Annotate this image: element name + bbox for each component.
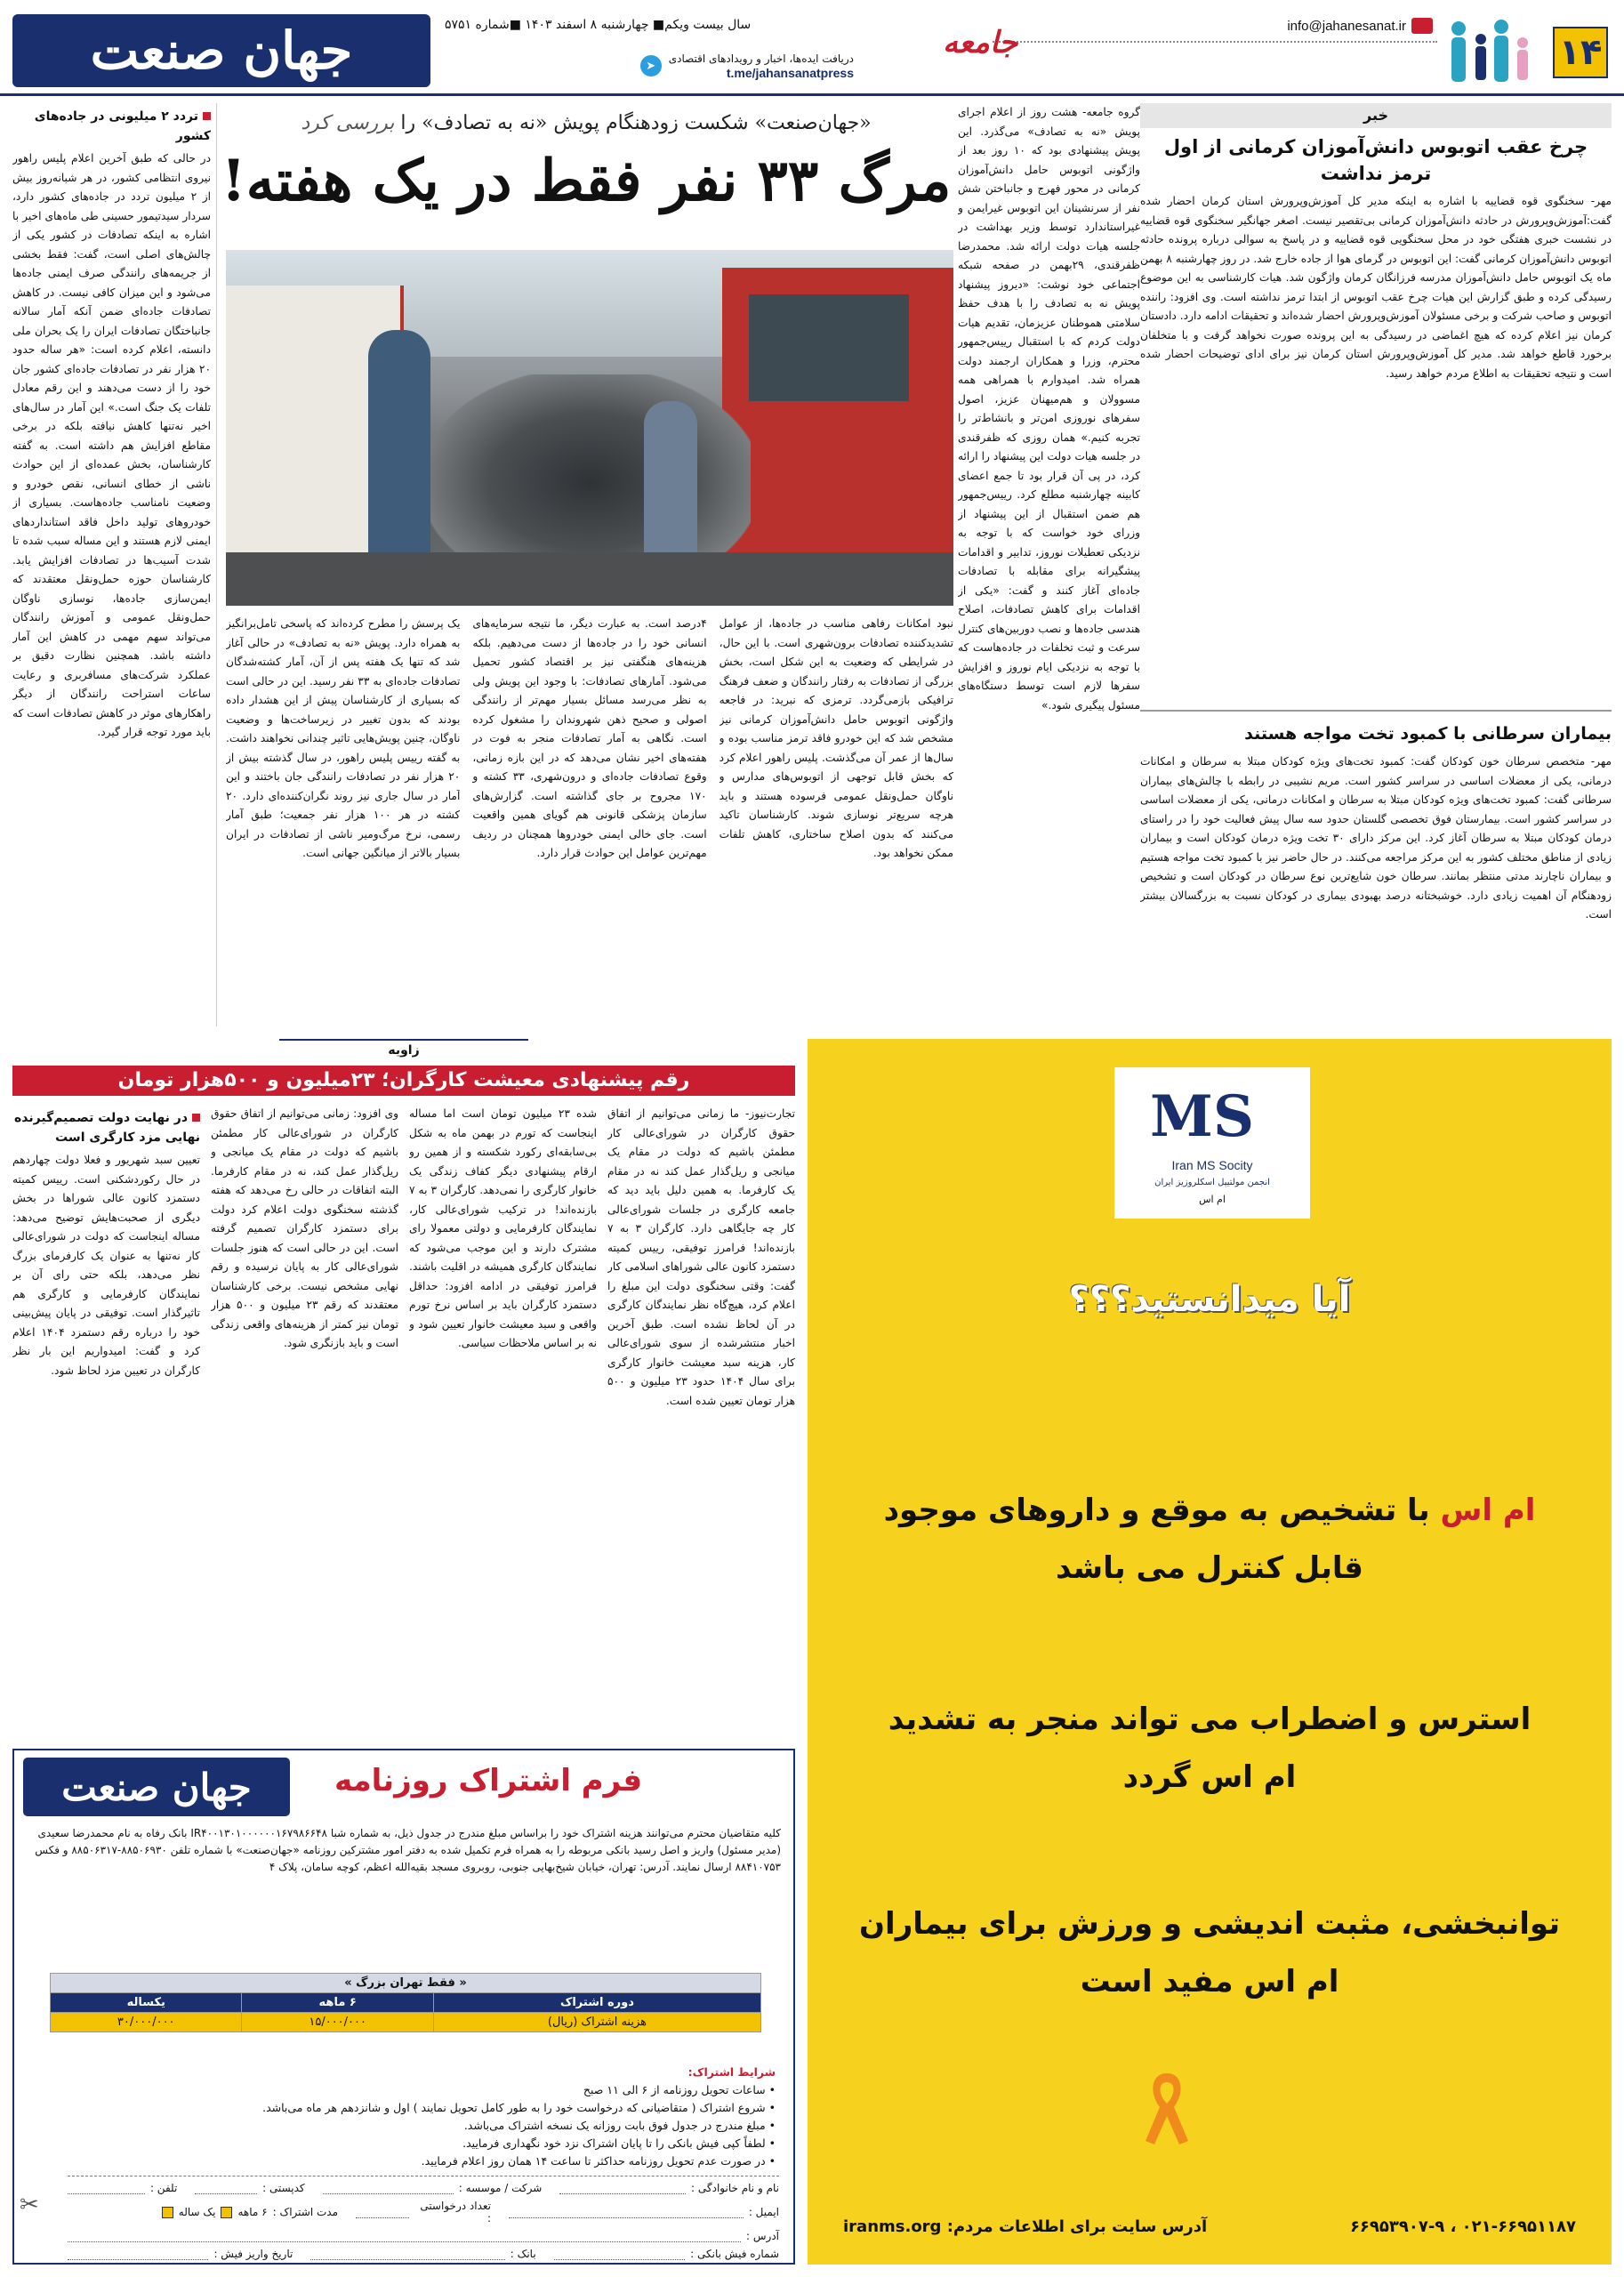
receipt-field[interactable] xyxy=(554,2248,685,2260)
email-text[interactable]: info@jahanesanat.ir xyxy=(1287,18,1406,34)
awareness-ribbon-icon xyxy=(1140,2066,1194,2146)
conditions-title: شرایط اشتراک: xyxy=(687,2065,776,2079)
zavieh-columns xyxy=(12,1105,795,1727)
road-shape xyxy=(226,552,953,606)
bank-field[interactable] xyxy=(310,2248,504,2260)
form-logo: جهان صنعت xyxy=(23,1758,290,1816)
article-column: یک پرسش را مطرح کرده‌اند که پاسخی تامل‌برانگیز به همراه دارد. پویش «نه به تصادف» در حالی آغاز شد که تنها یک هفته پس از آن، آمار کشته‌شدگان تصادفات جاده‌ای به ۳۳ نفر رسید. این در حالی است که بسیاری از کارشناسان پیش از این هشدار داده بودند که بدون تغییر در زیرساخت‌ها و وضعیت ناوگان، چنین پویش‌هایی تاثیر چندانی نخواهند داشت. به گفته رییس پلیس راهور، در سال گذشته بیش از ۲۰ هزار نفر در تصادفات رانندگی جان باختند و این آمار در سال جاری نیز روند نگران‌کننده‌ای دارد. ۲۰ کشته در هر ۱۰۰ هزار نفر جمعیت؛ طبق آمار رسمی، نرخ مرگ‌ومیر ناشی از تصادفات در ایران بسیار بالاتر از میانگین جهانی است. xyxy=(226,617,461,859)
yearly-checkbox[interactable] xyxy=(162,2207,173,2218)
subscription-form xyxy=(12,1749,795,2265)
ad-line-text: با تشخیص به موقع و داروهای موجود xyxy=(883,1493,1430,1528)
field-label: نام و نام خانوادگی : xyxy=(691,2182,779,2194)
telegram-subscribe[interactable] xyxy=(445,52,854,80)
field-label: تعداد درخواستی : xyxy=(420,2200,491,2225)
ad-line: ام اس گردد xyxy=(1122,1759,1297,1795)
ad-line: قابل کنترل می باشد xyxy=(1056,1550,1363,1586)
table-caption: « فقط تهران بزرگ » xyxy=(51,1974,761,1993)
zavieh-subheading xyxy=(12,1108,200,1147)
officer-figure xyxy=(644,401,697,570)
table-price: ۱۵/۰۰۰/۰۰۰ xyxy=(242,2013,433,2032)
subscribe-block xyxy=(669,52,854,80)
table-price: ۳۰/۰۰۰/۰۰۰ xyxy=(51,2013,242,2032)
ad-line xyxy=(808,1493,1612,1528)
ms-logo-mark: MS xyxy=(1150,1083,1255,1150)
article-lead: گروه جامعه- هشت روز از اعلام اجرای پویش «نه به تصادف» می‌گذرد. این پویش پیشنهادی بود که ۱۰ روز بعد از واژگونی اتوبوس حامل دانش‌آموزان کرمانی در محور فهرج و جانباختن شش نفر از سرنشینان این اتوبوس غیرایمن و غیراستاندارد توسط وزیر بهداشت در جلسه هیات دولت ارائه شد. محمدرضا ظفرقندی، ۲۹بهمن در صفحه شبکه اجتماعی خود نوشت: «دیروز پیشنهاد پویش نه به تصادف را با هدف حفظ سلامتی هموطنان عزیزمان، تقدیم هیات دولت کردم که با استقبال رییس‌جمهور محترم، وزرا و همکاران ارجمند دولت همراه شد. امیدوارم با همراهی همه مسوولان و هم‌میهنان عزیز، اصول سفرهای نوروزی امن‌تر و بانشاط‌تر را تجربه کنیم.» همان روزی که ظفرقندی در جلسه هیات دولت این پیشنهاد را ارائه کرد، در پی آن قرار بود تا جمع اعضای کابینه چهارشنبه مطلع کرد. رییس‌جمهور هم ضمن استقبال از این پیشنهاد از وزرای خود خواست که با توجه به نزدیکی تعطیلات نوروز، تدابیر و اقدامات پیشگیرانه برای مقابله با تصادفات جاده‌ای آغاز کنند و گفت: «یکی از اقدامات برای کاهش تصادفات، اصلاح هندسی جاده‌ها و نصب دوربین‌های کنترل سرعت و ثبت تخلفات در جاده‌هاست که با توجه به نزدیکی ایام نوروز و افزایش سفرها لازم است توسط دستگاه‌های مسئول پیگیری شود.» xyxy=(958,106,1140,712)
fire-truck-shape xyxy=(722,268,953,570)
ms-logo-persian: انجمن مولتیپل اسکلروزیز ایران xyxy=(1154,1178,1270,1187)
company-field[interactable] xyxy=(323,2182,454,2194)
article-supertitle xyxy=(217,112,955,134)
article-headline: مرگ ۳۳ نفر فقط در یک هفته! xyxy=(221,148,952,214)
condition-item: • لطفاً کپی فیش بانکی را تا پایان اشتراک نزد خود نگهداری فرمایید. xyxy=(462,2136,776,2150)
postal-code-field[interactable] xyxy=(195,2182,257,2194)
news-story-kerman-bus xyxy=(1140,133,1612,712)
article-body-columns xyxy=(226,615,953,1026)
article-column: نبود امکانات رفاهی مناسب در جاده‌ها، از عوامل تشدیدکننده تصادفات برون‌شهری است. با این حال، در شرایطی که وضعیت به این شکل است، بخش بزرگی از تصادفات به رفتار رانندگان و ضعف فرهنگ ترافیکی بازمی‌گردد. ترمزی که نبرید: در فاجعه واژگونی اتوبوس حامل دانش‌آموزان کرمانی نیز مشخص شد که این خودرو فاقد ترمز مناسب بوده و سال‌ها از عمر آن می‌گذشت. پلیس راهور اعلام کرد که بخش قابل توجهی از اتوبوس‌های مدارس و ناوگان حمل‌ونقل عمومی فرسوده هستند و باید هرچه سریع‌تر نوسازی شوند. کارشناسان تاکید می‌کنند که بدون اصلاح ساختاری، کاهش تلفات ممکن نخواهد بود. xyxy=(719,617,953,859)
ms-logo xyxy=(1114,1067,1310,1219)
form-title: فرم اشتراک روزنامه xyxy=(334,1763,643,1798)
ms-logo-persian-short: ام اس xyxy=(1199,1194,1226,1205)
field-label: شماره فیش بانکی : xyxy=(690,2248,779,2260)
field-label: مدت اشتراک : xyxy=(272,2206,338,2218)
article-column: ۴درصد است. به عبارت دیگر، ما نتیجه سرمایه‌های انسانی خود را در جاده‌ها از دست می‌دهیم. بلکه هزینه‌های هنگفتی نیز بر اقتصاد کشور تحمیل می‌شود. آمارهای تصادفات: با وجود این پویش ولی به نظر می‌رسد مسائل بسیار مهم‌تر از رانندگی اصولی و صحیح ذهن شهروندان را مشغول کرده است. نگاهی به آمار تصادفات منجر به فوت در هفته‌های اخیر نشان می‌دهد که در این بازه زمانی، وقوع تصادفات جاده‌ای و درون‌شهری، ۳۳ کشته و ۱۷۰ مجروح بر جای گذاشته است. گزارش‌های سازمان پزشکی قانونی هم گویای همین واقعیت است. جای خالی ایمنی خودروها همچنان در ردیف مهم‌ترین عوامل این حوادث قرار دارد. xyxy=(472,617,707,859)
field-label: شرکت / موسسه : xyxy=(458,2182,543,2194)
six-month-checkbox[interactable] xyxy=(221,2207,232,2218)
field-label: بانک : xyxy=(510,2248,536,2260)
header-divider xyxy=(993,41,1437,43)
envelope-icon xyxy=(1411,18,1433,34)
square-bullet-icon xyxy=(203,112,211,120)
family-icon xyxy=(1441,16,1539,87)
scissors-icon: ✂ xyxy=(20,2192,39,2218)
zavieh-column xyxy=(12,1105,200,1727)
story-title: چرخ عقب اتوبوس دانش‌آموزان کرمانی از اول ترمز نداشت xyxy=(1163,136,1588,184)
email-contact xyxy=(1287,18,1433,34)
field-label: تاریخ واریز فیش : xyxy=(213,2248,293,2260)
field-label: آدرس : xyxy=(746,2230,779,2242)
condition-item: • شروع اشتراک ( متقاضیانی که درخواست خود را به طور کامل تحویل نمایند ) اول و شانزدهم هر ماه می‌باشد. xyxy=(262,2101,776,2114)
zavieh-section xyxy=(12,1039,795,1742)
supertitle-main: «جهان‌صنعت» شکست زودهنگام پویش «نه به تصادف» را xyxy=(400,112,872,134)
table-period: یکساله xyxy=(51,1993,242,2013)
phone-field[interactable] xyxy=(68,2182,145,2194)
page-header xyxy=(0,0,1624,96)
ad-phone: ۰۲۱-۶۶۹۵۱۱۸۷ ، ۶۶۹۵۳۹۰۷-۹ xyxy=(1349,2217,1576,2236)
ad-footer xyxy=(808,2217,1612,2236)
news-column xyxy=(1140,103,1612,1026)
story-body: مهر- متخصص سرطان خون کودکان گفت: کمبود تخت‌های ویژه کودکان مبتلا به سرطان و امکانات درمانی، یکی از معضلات اساسی در سراسر کشور است. مریم نشیبی در رابطه با چالش‌های بیماران سرطانی گفت: کمبود تخت‌های ویژه کودکان مبتلا به سرطان و امکانات درمانی، یکی از معضلات اساسی در سراسر کشور است. بیمارستان فوق تخصصی گلستان حدود سه سال پیش فعالیت خود را در راستای درمان کودکان مبتلا به سرطان آغاز کرد. این مرکز دارای ۳۰ تخت ویژه درمان کودکان است و بیماران زیادی از مناطق مختلف کشور به این مرکز مراجعه می‌کنند. در حال حاضر نیز با کمبود تخت مواجه هستیم و بیماران ناچارند مدتی منتظر بمانند. سرطان خون شایع‌ترین نوع سرطان در کودکان است و تشخیص زودهنگام آن اهمیت زیادی دارد. خوشبختانه درصد بهبودی بیماری در کودکان نسبت به بزرگسالان بیشتر است. xyxy=(1140,755,1612,921)
zavieh-column: شده ۲۳ میلیون تومان است اما مساله اینجاست که تورم در بهمن ماه به شکل بی‌سابقه‌ای رکورد شکسته و از همین رو ارقام پیشنهادی دیگر کفاف زندگی یک خانوار کارگری را نمی‌دهد. کارگران ۳ به ۷ بازنده‌اند! در ترکیب شورای‌عالی کار، نمایندگان کارفرمایی و دولتی معمولا رای مشترک دارند و این موجب می‌شود که نمایندگان کارگری همیشه در اقلیت باشند. فرامرز توفیقی در ادامه افزود: حداقل دستمزد کارگران باید بر اساس نرخ تورم واقعی و سبد معیشت خانوار تعیین شود و نه بر اساس ملاحظات سیاسی. xyxy=(409,1107,597,1349)
condition-item: • مبلغ مندرج در جدول فوق بابت روزانه یک نسخه اشتراک می‌باشد. xyxy=(463,2119,776,2132)
count-field[interactable] xyxy=(356,2206,409,2218)
table-header-period: دوره اشتراک xyxy=(433,1993,760,2013)
yearly-option-label: یک ساله xyxy=(178,2206,216,2218)
price-table xyxy=(50,1973,761,2032)
side-body: در حالی که طبق آخرین اعلام پلیس راهور نیروی انتظامی کشور، در هر شبانه‌روز بیش از ۲ میلیون تردد در جاده‌های کشور دارد، سردار سیدتیمور حسینی طی ماه‌های اخیر با اشاره به اینکه تصادفات در کشور یکی از چالش‌های اصلی است، گفت: فقط بخشی از جریمه‌های رانندگی صرف ایمنی جاده‌ها می‌شود و این میزان کافی نیست. در کاهش تصادفات جاده‌ای ضمن آنکه آمار سالانه جانباختگان تصادفات ایران را یک بحران ملی دانسته، اعلام کرده است: «هر ساله حدود ۲۰ هزار نفر در تصادفات جاده‌ای کشور جان خود را از دست می‌دهند و این رقم معادل تلفات یک جنگ است.» این آمار در سال‌های اخیر نه‌تنها کاهش نیافته بلکه در برخی مقاطع افزایش هم داشته است. به گفته کارشناسان، بخش عمده‌ای از این حوادث ناشی از خطای انسانی، نقص خودرو و وضعیت نامناسب جاده‌هاست. بسیاری از خودروهای تولید داخل فاقد استانداردهای ایمنی لازم هستند و این مساله سبب شده تا شدت آسیب‌ها در تصادفات افزایش یابد. کارشناسان حوزه حمل‌ونقل معتقدند که ایمن‌سازی جاده‌ها، نوسازی ناوگان حمل‌ونقل عمومی و آموزش رانندگان می‌تواند سهم مهمی در کاهش این آمار داشته باشد. همچنین نظارت دقیق بر عملکرد شرکت‌های مسافربری و رعایت ساعات استراحت رانندگان از دیگر راهکارهای موثر در کاهش تصادفات است که باید مورد توجه قرار گیرد. xyxy=(12,152,211,738)
zavieh-column-text: تعیین سبد شهریور و فعلا دولت چهاردهم در حال رکوردشکنی است. رییس کمیته دستمزد کانون عالی شوراها در بخش دیگری از صحبت‌هایش توضیح می‌دهد: مساله اینجاست که دولت در شورای‌عالی کار نه‌تنها به عنوان یک کارفرمای بزرگ نظر می‌دهد، بلکه حتی رای آن بر نمایندگان کارفرمایی و کارگری هم تاثیرگذار است. توفیقی در پایان پیش‌بینی خود را درباره رقم دستمزد ۱۴۰۴ اعلام کرد و گفت: امیدواریم این بار نظر کارگران در تعیین مزد لحاظ شود. xyxy=(12,1154,200,1377)
square-bullet-icon xyxy=(192,1114,200,1122)
telegram-link[interactable]: t.me/jahansanatpress xyxy=(726,66,854,80)
email-field[interactable] xyxy=(509,2206,744,2218)
field-label: ایمیل : xyxy=(748,2206,779,2218)
subscribe-text: دریافت ایده‌ها، اخبار و رویدادهای اقتصادی xyxy=(668,52,854,65)
form-intro: کلیه متقاضیان محترم می‌توانند هزینه اشتراک خود را براساس مبلغ مندرج در جدول ذیل، به شماره شبا IR۴۰۰۱۳۰۱۰۰۰۰۰۰۱۶۷۹۸۶۶۴۸ بانک رفاه به نام محمدرضا سعیدی (مدیر مسئول) واریز و اصل رسید بانکی مربوطه را به همراه فرم تکمیل شده به دفتر امور مشترکین روزنامه «جهان‌صنعت» با شماره تلفن ۸۸۵۰۶۹۳۰-۸۸۵۰۶۳۱۷ و فکس ۸۸۴۱۰۷۵۳ ارسال نمایند. آدرس: تهران، خیابان شیخ‌بهایی جنوبی، روبروی مسجد بقیه‌الله اعظم، کوچه سامان، پلاک ۴ xyxy=(35,1827,781,1873)
supertitle-tail: بررسی کرد xyxy=(301,112,395,134)
condition-item: • در صورت عدم تحویل روزنامه حداکثر تا ساعت ۱۴ همان روز اعلام فرمایید. xyxy=(421,2154,776,2168)
address-field[interactable] xyxy=(68,2230,741,2242)
form-fields xyxy=(68,2176,779,2265)
subscription-conditions xyxy=(46,2064,776,2170)
ad-line: ام اس مفید است xyxy=(1080,1964,1339,1999)
wrecked-car-shape xyxy=(430,374,751,570)
name-field[interactable] xyxy=(559,2182,686,2194)
page-number: ۱۴ xyxy=(1553,27,1608,78)
zavieh-headline: رقم پیشنهادی معیشت کارگران؛ ۲۳میلیون و ۵۰۰هزار تومان xyxy=(12,1066,795,1096)
zavieh-column: تجارت‌نیوز- ما زمانی می‌توانیم از اتفاق حقوق کارگران در شورای‌عالی کار مطمئن باشیم که دولت در مقام یک میانجی و ریل‌گذار عمل کند نه در مقام یک کارفرما. به همین دلیل باید دید که جامعه کارگری در جلسات شورای‌عالی کار چه جایگاهی دارد. کارگران ۳ به ۷ بازنده‌اند! فرامرز توفیقی، رییس کمیته دستمزد کانون عالی شوراهای اسلامی کار گفت: وقتی سخنگوی دولت این مبلغ را اعلام کرد، هیچ‌گاه نظر نمایندگان کارگری در آن لحاظ نشده است. طبق آخرین اخبار منتشرشده از سوی شورای‌عالی کار، هزینه سبد معیشت خانوار کارگری برای سال ۱۴۰۴ حدود ۲۳ میلیون و ۵۰۰ هزار تومان تعیین شده است. xyxy=(607,1107,795,1407)
ms-society-ad xyxy=(808,1039,1612,2265)
telegram-icon: ➤ xyxy=(640,55,662,76)
side-heading xyxy=(12,107,211,146)
condition-item: • ساعات تحویل روزنامه از ۶ الی ۱۱ صبح xyxy=(583,2083,776,2096)
crash-photo xyxy=(226,250,953,606)
news-column-label: خبر xyxy=(1140,103,1612,128)
date-field[interactable] xyxy=(68,2248,208,2260)
field-label: تلفن : xyxy=(149,2182,178,2194)
article-side-column xyxy=(12,103,217,1026)
ad-line: استرس و اضطراب می تواند منجر به تشدید xyxy=(888,1702,1532,1737)
zavieh-column: وی افزود: زمانی می‌توانیم از اتفاق حقوق کارگران در شورای‌عالی کار مطمئن باشیم که دولت در مقام یک میانجی و ریل‌گذار عمل کند، نه در مقام کارفرما. البته اتفاقات در حالی رخ می‌دهد که هفته گذشته سخنگوی دولت اعلام کرد دولت برای دستمزد کارگران تصمیم گرفته است. این در حالی است که هنوز جلسات شورای‌عالی کار به پایان نرسیده و رقم نهایی مشخص نیست. برخی کارشناسان معتقدند که رقم ۲۳ میلیون و ۵۰۰ هزار تومان نیز کمتر از هزینه‌های واقعی زندگی است و باید بازنگری شود. xyxy=(211,1107,398,1349)
officer-figure xyxy=(368,330,430,570)
zavieh-subheading-text: در نهایت دولت تصمیم‌گیرنده نهایی مزد کارگری است xyxy=(14,1111,200,1145)
table-header-price: هزینه اشتراک (ریال) xyxy=(433,2013,760,2032)
section-label: جامعه xyxy=(943,25,1018,60)
truck-window xyxy=(749,294,909,401)
news-story-cancer-beds xyxy=(1140,720,1612,1046)
zavieh-tag: زاویه xyxy=(279,1039,528,1058)
ad-highlight: ام اس xyxy=(1440,1493,1536,1528)
side-heading-text: تردد ۲ میلیونی در جاده‌های کشور xyxy=(34,109,211,143)
field-label: کدپستی : xyxy=(262,2182,305,2194)
issue-info: سال بیست ویکم■ چهارشنبه ۸ اسفند ۱۴۰۳ ■شماره ۵۷۵۱ xyxy=(445,18,752,32)
newspaper-logo: جهان صنعت xyxy=(12,14,430,87)
ad-question: آیا میدانستید؟؟؟ xyxy=(1068,1279,1351,1320)
story-body: مهر- سخنگوی قوه قضاییه با اشاره به اینکه مدیر کل آموزش‌وپرورش استان کرمان احضار شده گفت:آموزش‌وپرورش در حادثه دانش‌آموزان کرمانی بی‌تقصیر نیست. اصغر جهانگیر سخنگوی قوه قضاییه در نشست خبری هفتگی خود در محل سخنگویی قوه قضاییه و در پاسخ به سوالی درباره پرونده حادثه اتوبوس دانش‌آموزان کرمانی گفت: این اتوبوس در گرمای هوا از جاده خارج شد. در روز چهارشنبه ۸ بهمن ماه یک اتوبوس حامل دانش‌آموزان مدرسه فرزانگان کرمان واژگون شد. هیات کارشناسی به این موضوع رسیدگی کرده و طبق گزارش این هیات چرخ عقب اتوبوس از ابتدا ترمز نداشته است. وی افزود: راننده اتوبوس و صاحب شرکت و برخی مسئولان آموزش‌وپرورش احضار شده‌اند و تحقیقات ادامه دارد. دادستان کرمان نیز اعلام کرده که هیچ اغماضی در رسیدگی به این پرونده صورت نخواهد گرفت و با متخلفان برخورد قاطع خواهد شد. مدیر کل آموزش‌وپرورش استان کرمان نیز برای ادای توضیحات احضار شده است و نتیجه تحقیقات به اطلاع مردم خواهد رسید. xyxy=(1140,195,1612,380)
ad-line: توانبخشی، مثبت اندیشی و ورزش برای بیماران xyxy=(859,1906,1560,1942)
table-period: ۶ ماهه xyxy=(242,1993,433,2013)
ad-website[interactable]: آدرس سایت برای اطلاعات مردم: iranms.org xyxy=(843,2217,1208,2236)
story-title: بیماران سرطانی با کمبود تخت مواجه هستند xyxy=(1244,724,1612,744)
six-month-option-label: ۶ ماهه xyxy=(237,2206,268,2218)
ms-logo-english: Iran MS Socity xyxy=(1171,1158,1253,1172)
main-article xyxy=(12,103,1140,1026)
article-lead-column xyxy=(958,103,1140,1026)
